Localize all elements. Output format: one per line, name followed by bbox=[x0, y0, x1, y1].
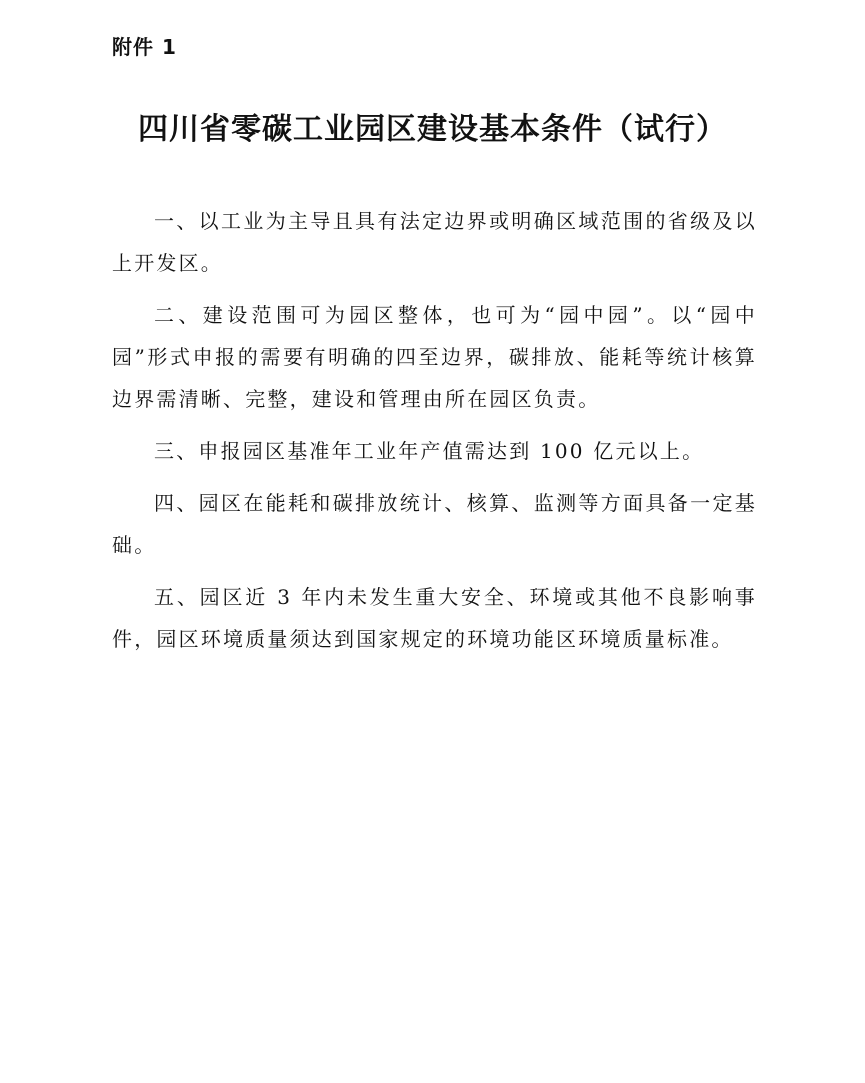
clause-5: 五、园区近 3 年内未发生重大安全、环境或其他不良影响事件，园区环境质量须达到国家规定的环境功能区环境质量标准。 bbox=[112, 585, 757, 651]
clause-2: 二、建设范围可为园区整体，也可为“园中园”。以“园中园”形式申报的需要有明确的四至边界，碳排放、能耗等统计核算边界需清晰、完整，建设和管理由所在园区负责。 bbox=[112, 303, 757, 411]
clause-3: 三、申报园区基准年工业年产值需达到 100 亿元以上。 bbox=[154, 439, 705, 463]
attachment-label: 附件 1 bbox=[112, 35, 177, 59]
document-body bbox=[112, 200, 757, 670]
clause-4: 四、园区在能耗和碳排放统计、核算、监测等方面具备一定基础。 bbox=[112, 491, 757, 557]
clause-1: 一、以工业为主导且具有法定边界或明确区域范围的省级及以上开发区。 bbox=[112, 209, 757, 275]
document-title: 四川省零碳工业园区建设基本条件（试行） bbox=[138, 112, 727, 147]
